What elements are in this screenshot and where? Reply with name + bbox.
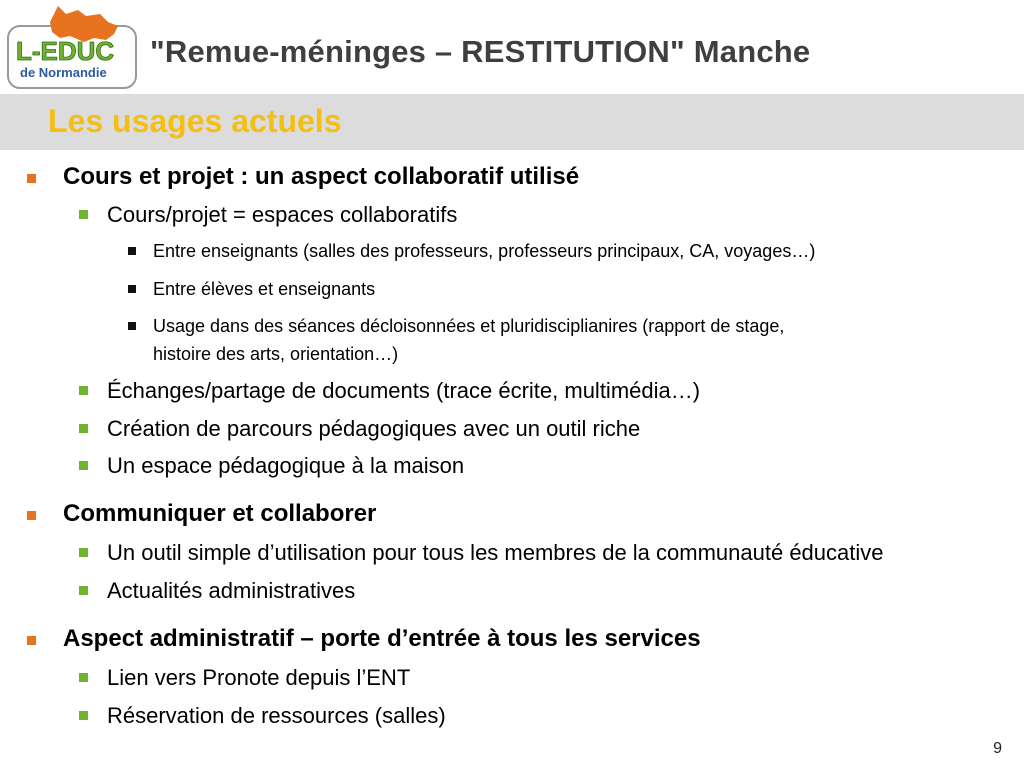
bullet-level2: [79, 548, 88, 557]
list-item: Échanges/partage de documents (trace écrite, multimédia…): [107, 378, 701, 403]
list-item: Réservation de ressources (salles): [107, 703, 446, 728]
logo-subtext: de Normandie: [20, 65, 107, 80]
bullet-level2: [79, 586, 88, 595]
bullet-level2: [79, 210, 88, 219]
bullet-level1: [27, 511, 36, 520]
bullet-level2: [79, 424, 88, 433]
list-item: Entre enseignants (salles des professeurs, professeurs principaux, CA, voyages…): [153, 241, 816, 261]
section-heading: Communiquer et collaborer: [63, 500, 377, 527]
list-item: Usage dans des séances décloisonnées et pluridisciplianires (rapport de stage,: [153, 316, 785, 336]
bullet-level2: [79, 711, 88, 720]
slide-subtitle: Les usages actuels: [48, 103, 342, 139]
section-heading: Aspect administratif – porte d’entrée à tous les services: [63, 625, 701, 652]
bullet-level2: [79, 673, 88, 682]
list-item: Cours/projet = espaces collaboratifs: [107, 202, 458, 227]
page-number: 9: [993, 740, 1002, 757]
bullet-level3: [128, 285, 136, 293]
list-item: Un espace pédagogique à la maison: [107, 453, 465, 478]
list-item: Lien vers Pronote depuis l’ENT: [107, 665, 411, 690]
logo-text: L-EDUC: [16, 36, 115, 66]
bullet-level2: [79, 386, 88, 395]
bullet-level1: [27, 636, 36, 645]
list-item: Entre élèves et enseignants: [153, 279, 376, 299]
section-heading: Cours et projet : un aspect collaboratif utilisé: [63, 163, 580, 190]
bullet-level3: [128, 322, 136, 330]
bullet-level1: [27, 174, 36, 183]
bullet-level3: [128, 247, 136, 255]
slide-title: "Remue-méninges – RESTITUTION" Manche: [150, 34, 811, 69]
list-item: Actualités administratives: [107, 578, 356, 603]
bullet-level2: [79, 461, 88, 470]
list-item: Un outil simple d’utilisation pour tous les membres de la communauté éducative: [107, 540, 884, 565]
list-item: Création de parcours pédagogiques avec un outil riche: [107, 416, 641, 441]
list-item-continuation: histoire des arts, orientation…): [153, 344, 399, 364]
